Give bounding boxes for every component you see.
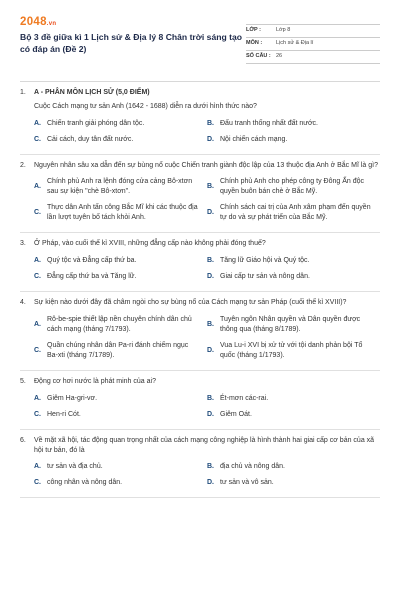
option-text: Ét-mơn các-rai. bbox=[220, 394, 269, 402]
option-letter: B. bbox=[207, 257, 214, 265]
option-letter: B. bbox=[207, 321, 214, 329]
option-text: Quần chúng nhân dân Pa-ri đánh chiếm ngục Ba-xti (tháng 7/1789). bbox=[47, 341, 189, 359]
brand-logo[interactable] bbox=[20, 14, 56, 30]
option-letter: B. bbox=[207, 463, 214, 471]
question-number: 4. bbox=[20, 299, 26, 307]
question-number: 3. bbox=[20, 240, 26, 248]
info-value: Lịch sử & Địa lí bbox=[276, 40, 314, 47]
option-text: Đẳng cấp thứ ba và Tăng lữ. bbox=[47, 273, 137, 281]
option-text: Giêm Oát. bbox=[220, 410, 252, 418]
question-text: Sự kiện nào dưới đây đã châm ngòi cho sự bùng nổ của Cách mạng tư sản Pháp (cuối thế kỉ XVIII)? bbox=[34, 299, 347, 307]
option-letter: A. bbox=[34, 321, 41, 329]
option-text: Cải cách, duy tân đất nước. bbox=[47, 135, 134, 143]
answer-option[interactable] bbox=[207, 132, 380, 148]
answer-option[interactable] bbox=[207, 475, 380, 491]
question-number: 6. bbox=[20, 436, 26, 444]
answer-options bbox=[20, 391, 380, 423]
question-item bbox=[20, 292, 380, 371]
option-text: Chính sách cai trị của Anh xâm phạm đến quyền tự do và sự phát triển của Bắc Mỹ. bbox=[220, 204, 371, 222]
option-text: Đấu tranh thống nhất đất nước. bbox=[220, 119, 319, 127]
section-heading: A - PHÂN MÔN LỊCH SỬ (5,0 ĐIỂM) bbox=[34, 89, 150, 96]
info-row bbox=[246, 51, 380, 64]
answer-options bbox=[20, 116, 380, 148]
option-text: Chiến tranh giải phóng dân tộc. bbox=[47, 119, 145, 127]
option-letter: D. bbox=[207, 410, 214, 418]
answer-options bbox=[20, 459, 380, 491]
option-letter: A. bbox=[34, 394, 41, 402]
option-letter: B. bbox=[207, 183, 214, 191]
option-letter: A. bbox=[34, 463, 41, 471]
question-list bbox=[20, 82, 380, 498]
option-letter: A. bbox=[34, 183, 41, 191]
question-text: Nguyên nhân sâu xa dẫn đến sự bùng nổ cuộc Chiến tranh giành độc lập của 13 thuộc địa Anh ở Bắc Mĩ là gì? bbox=[34, 161, 378, 169]
answer-option[interactable] bbox=[207, 391, 380, 407]
option-text: Hen-ri Cót. bbox=[47, 410, 81, 418]
answer-option[interactable] bbox=[207, 116, 380, 132]
option-letter: C. bbox=[34, 273, 41, 281]
option-letter: C. bbox=[34, 479, 41, 487]
question-number: 1. bbox=[20, 89, 26, 96]
answer-options bbox=[20, 312, 380, 364]
option-letter: D. bbox=[207, 273, 214, 281]
option-text: Tăng lữ Giáo hội và Quý tộc. bbox=[220, 257, 310, 265]
info-key: MÔN : bbox=[246, 40, 263, 47]
option-letter: C. bbox=[34, 209, 41, 217]
option-text: Thực dân Anh tấn công Bắc Mĩ khi các thuộc địa lần lượt tuyên bố tách khỏi Anh. bbox=[47, 204, 198, 222]
option-text: Nội chiến cách mạng. bbox=[220, 135, 288, 143]
option-text: công nhân và nông dân. bbox=[47, 479, 123, 487]
document-title: Bộ 3 đề giữa kì 1 Lịch sử & Địa lý 8 Chân trời sáng tạo có đáp án (Đề 2) bbox=[20, 32, 242, 55]
question-item bbox=[20, 371, 380, 430]
question-item bbox=[20, 155, 380, 234]
option-letter: B. bbox=[207, 119, 214, 127]
question-text: Động cơ hơi nước là phát minh của ai? bbox=[34, 377, 156, 385]
brand-tld: .vn bbox=[46, 21, 57, 27]
answer-option[interactable] bbox=[207, 312, 380, 338]
answer-option[interactable] bbox=[207, 253, 380, 269]
answer-option[interactable] bbox=[34, 459, 207, 475]
info-value: 26 bbox=[276, 53, 283, 60]
question-text: Cuộc Cách mạng tư sản Anh (1642 - 1688) diễn ra dưới hình thức nào? bbox=[34, 102, 257, 110]
option-text: Rô-be-spie thiết lập nền chuyên chính dân chủ cách mạng (tháng 7/1793). bbox=[47, 315, 192, 333]
option-letter: A. bbox=[34, 119, 41, 127]
option-letter: C. bbox=[34, 347, 41, 355]
question-text: Về mặt xã hội, tác động quan trọng nhất của cách mạng công nghiệp là hình thành hai giai cấp cơ bản của xã hội tư bản, đó là bbox=[34, 436, 375, 454]
question-item bbox=[20, 233, 380, 292]
option-text: Chính phủ Anh cho phép công ty Đông Ấn độc quyền buôn bán chè ở Bắc Mỹ. bbox=[220, 178, 364, 196]
answer-option[interactable] bbox=[207, 459, 380, 475]
answer-option[interactable] bbox=[207, 338, 380, 364]
answer-option[interactable] bbox=[34, 116, 207, 132]
option-letter: D. bbox=[207, 209, 214, 217]
info-key: SỐ CÂU : bbox=[246, 53, 271, 60]
answer-option[interactable] bbox=[207, 174, 380, 200]
question-text: Ở Pháp, vào cuối thế kỉ XVIII, những đẳng cấp nào không phải đóng thuế? bbox=[34, 240, 266, 248]
info-row bbox=[246, 25, 380, 38]
info-key: LỚP : bbox=[246, 27, 261, 34]
question-number: 5. bbox=[20, 377, 26, 385]
option-text: tư sản và địa chủ. bbox=[47, 463, 103, 471]
header bbox=[20, 14, 380, 76]
question-item bbox=[20, 82, 380, 155]
answer-option[interactable] bbox=[34, 253, 207, 269]
option-text: Vua Lu-i XVI bị xử tử với tội danh phản bội Tổ quốc (tháng 1/1793). bbox=[220, 341, 363, 359]
option-letter: C. bbox=[34, 135, 41, 143]
answer-option[interactable] bbox=[34, 200, 207, 226]
option-text: Quý tộc và Đẳng cấp thứ ba. bbox=[47, 257, 137, 265]
option-text: tư sản và vô sản. bbox=[220, 479, 274, 487]
answer-option[interactable] bbox=[34, 338, 207, 364]
answer-option[interactable] bbox=[34, 475, 207, 491]
option-letter: D. bbox=[207, 135, 214, 143]
answer-option[interactable] bbox=[34, 391, 207, 407]
option-text: Giêm Ha-gri-vơ. bbox=[47, 394, 98, 402]
question-item bbox=[20, 430, 380, 499]
brand-number: 2048 bbox=[20, 16, 47, 28]
option-text: địa chủ và nông dân. bbox=[220, 463, 285, 471]
info-value: Lớp 8 bbox=[276, 27, 291, 34]
option-text: Chính phủ Anh ra lệnh đóng cửa cảng Bô-xtơn sau sự kiện "chè Bô-xtơn". bbox=[47, 178, 193, 196]
option-letter: D. bbox=[207, 347, 214, 355]
answer-option[interactable] bbox=[207, 269, 380, 285]
option-letter: D. bbox=[207, 479, 214, 487]
info-table bbox=[246, 24, 380, 64]
answer-option[interactable] bbox=[207, 407, 380, 423]
option-letter: A. bbox=[34, 257, 41, 265]
option-text: Tuyên ngôn Nhân quyền và Dân quyền được thông qua (tháng 8/1789). bbox=[220, 315, 361, 333]
info-row bbox=[246, 38, 380, 51]
question-number: 2. bbox=[20, 161, 26, 169]
answer-option[interactable] bbox=[34, 407, 207, 423]
answer-options bbox=[20, 174, 380, 226]
option-text: Giai cấp tư sản và nông dân. bbox=[220, 273, 310, 281]
option-letter: B. bbox=[207, 394, 214, 402]
answer-option[interactable] bbox=[207, 200, 380, 226]
answer-option[interactable] bbox=[34, 132, 207, 148]
answer-option[interactable] bbox=[34, 269, 207, 285]
answer-option[interactable] bbox=[34, 174, 207, 200]
option-letter: C. bbox=[34, 410, 41, 418]
answer-option[interactable] bbox=[34, 312, 207, 338]
answer-options bbox=[20, 253, 380, 285]
